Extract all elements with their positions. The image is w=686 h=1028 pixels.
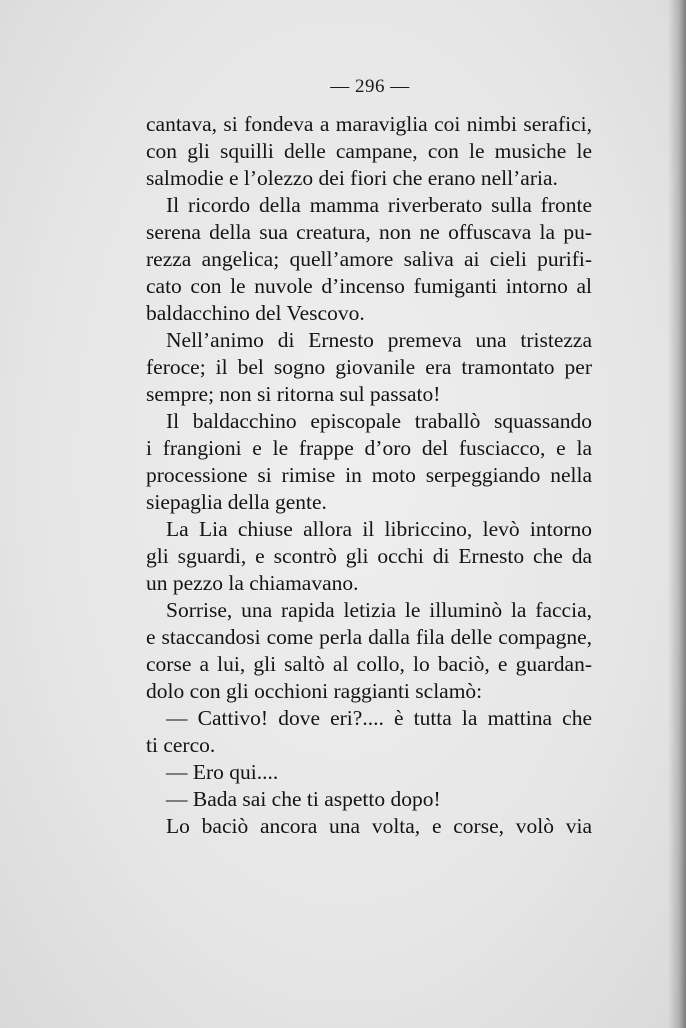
text-line: Sorrise, una rapida letizia le illuminò la faccia, <box>166 598 592 622</box>
text-line: Il ricordo della mamma riverberato sulla fronte <box>166 193 592 217</box>
text-line: siepaglia della gente. <box>146 490 327 514</box>
text-line: serena della sua creatura, non ne offuscava la pu- <box>146 220 592 244</box>
text-line: feroce; il bel sogno giovanile era tramontato per <box>146 355 592 379</box>
text-line: un pezzo la chiamavano. <box>146 571 359 595</box>
text-line: Nell’animo di Ernesto premeva una tristezza <box>166 328 592 352</box>
page-number: — 296 — <box>330 76 410 97</box>
text-line: gli sguardi, e scontrò gli occhi di Ernesto che da <box>146 544 592 568</box>
text-line: processione si rimise in moto serpeggiando nella <box>146 463 592 487</box>
text-line: La Lia chiuse allora il libriccino, levò intorno <box>166 517 592 541</box>
text-line: Il baldacchino episcopale traballò squassando <box>166 409 592 433</box>
text-line: rezza angelica; quell’amore saliva ai cieli purifi- <box>146 247 592 271</box>
text-line: — Bada sai che ti aspetto dopo! <box>166 787 441 811</box>
body-text <box>146 111 592 840</box>
text-line: corse a lui, gli saltò al collo, lo baciò, e guardan- <box>146 652 592 676</box>
page-edge-shadow <box>668 0 686 1028</box>
text-line: ti cerco. <box>146 733 216 757</box>
text-line: e staccandosi come perla dalla fila delle compagne, <box>146 625 592 649</box>
text-line: salmodie e l’olezzo dei fiori che erano nell’aria. <box>146 166 558 190</box>
text-line: Lo baciò ancora una volta, e corse, volò via <box>166 814 592 838</box>
text-line: baldacchino del Vescovo. <box>146 301 365 325</box>
text-line: — Ero qui.... <box>166 760 279 784</box>
text-line: dolo con gli occhioni raggianti sclamò: <box>146 679 483 703</box>
text-line: i frangioni e le frappe d’oro del fusciacco, e la <box>146 436 592 460</box>
text-line: cantava, si fondeva a maraviglia coi nimbi serafici, <box>146 112 592 136</box>
text-line: — Cattivo! dove eri?.... è tutta la mattina che <box>166 706 592 730</box>
text-line: cato con le nuvole d’incenso fumiganti intorno al <box>146 274 592 298</box>
text-line: sempre; non si ritorna sul passato! <box>146 382 441 406</box>
text-line: con gli squilli delle campane, con le musiche le <box>146 139 592 163</box>
